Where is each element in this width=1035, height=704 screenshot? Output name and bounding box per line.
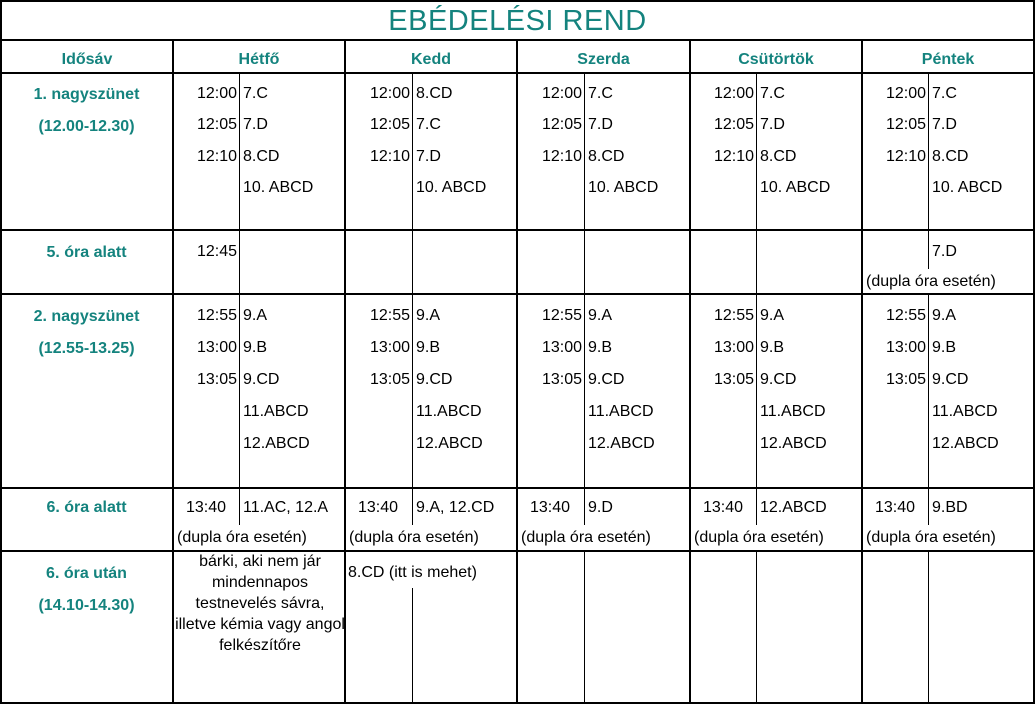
entry-time: 13:00	[713, 339, 754, 356]
subcol-divider	[756, 552, 757, 702]
entry-time: 13:40	[186, 499, 227, 516]
entry-class: 9.A	[588, 307, 613, 324]
entry-time: 12:00	[196, 85, 237, 102]
subcol-divider	[584, 74, 585, 229]
row-label-lesson-5: 5. óra alatt	[46, 244, 127, 261]
entry-time: 12:10	[541, 147, 582, 165]
subcol-divider	[756, 489, 757, 525]
entry-time: 12:05	[196, 116, 237, 134]
entry-time: 12:55	[541, 307, 582, 324]
entry-class: 12.ABCD	[416, 435, 483, 452]
entry-class: 8.CD	[932, 147, 969, 165]
entry-monday-note: bárki, aki nem jár mindennapos testnevelés sávra, illetve kémia vagy angol felkészítőre	[175, 553, 345, 654]
subcol-divider	[756, 295, 757, 487]
subcol-divider	[928, 489, 929, 525]
row-label-break-2: 2. nagyszünet	[33, 308, 140, 325]
entry-time: 13:05	[196, 371, 237, 388]
subcol-divider	[412, 74, 413, 229]
entry-class: 9.A, 12.CD	[416, 499, 495, 516]
entry-time: 12:05	[713, 116, 754, 134]
entry-class: 11.ABCD	[760, 403, 826, 420]
header-monday: Hétfő	[238, 51, 280, 68]
entry-time: 12:55	[713, 307, 754, 324]
entry-time: 13:05	[541, 371, 582, 388]
header-friday: Péntek	[921, 51, 975, 68]
entry-class: 7.D	[932, 116, 957, 134]
entry-note: (dupla óra esetén)	[177, 529, 307, 546]
row-label-after-6: 6. óra után	[46, 565, 127, 582]
subcol-divider	[239, 295, 240, 487]
entry-time: 13:40	[875, 499, 916, 516]
col-divider-3	[516, 40, 518, 704]
border-top	[0, 0, 1035, 2]
entry-class: 11.ABCD	[932, 403, 998, 420]
entry-time: 13:40	[358, 499, 399, 516]
entry-class: 9.BD	[932, 499, 968, 516]
entry-time: 12:05	[541, 116, 582, 134]
entry-class: 9.B	[416, 339, 441, 356]
entry-time: 12:00	[713, 85, 754, 102]
subcol-divider	[928, 74, 929, 229]
subcol-divider	[584, 231, 585, 293]
subcol-divider	[756, 231, 757, 293]
entry-class: 10. ABCD	[760, 178, 831, 196]
subcol-divider	[756, 74, 757, 229]
entry-time: 13:05	[713, 371, 754, 388]
entry-class: 9.CD	[932, 371, 969, 388]
entry-class: 9.A	[243, 307, 268, 324]
entry-time: 13:05	[369, 371, 410, 388]
entry-class: 12.ABCD	[243, 435, 310, 452]
entry-note: (dupla óra esetén)	[349, 529, 479, 546]
entry-class: 9.CD	[243, 371, 280, 388]
entry-class: 7.D	[243, 116, 268, 134]
row-sublabel-break-2: (12.55-13.25)	[38, 340, 135, 357]
entry-tuesday-note: 8.CD (itt is mehet)	[348, 564, 477, 581]
entry-time: 12:05	[369, 116, 410, 134]
header-tuesday: Kedd	[411, 51, 451, 68]
entry-time: 12:10	[196, 147, 237, 165]
entry-class: 9.D	[588, 499, 613, 516]
entry-time: 13:05	[885, 371, 926, 388]
entry-class: 11.ABCD	[243, 403, 309, 420]
entry-class: 10. ABCD	[243, 178, 314, 196]
entry-class: 9.B	[243, 339, 268, 356]
entry-class: 9.A	[416, 307, 441, 324]
entry-time: 13:00	[196, 339, 237, 356]
entry-class: 9.CD	[416, 371, 453, 388]
entry-time: 12:00	[369, 85, 410, 102]
subcol-divider	[412, 295, 413, 487]
entry-class: 12.ABCD	[760, 499, 827, 516]
header-wednesday: Szerda	[577, 51, 630, 68]
entry-class: 9.CD	[760, 371, 797, 388]
row-label-break-1: 1. nagyszünet	[33, 86, 140, 103]
entry-time: 12:55	[196, 307, 237, 324]
entry-class: 11.AC, 12.A	[243, 499, 329, 516]
entry-note: (dupla óra esetén)	[866, 273, 996, 290]
subcol-divider	[239, 231, 240, 293]
subcol-divider	[584, 295, 585, 487]
subcol-divider	[412, 489, 413, 525]
entry-time: 12:10	[713, 147, 754, 165]
entry-time: 13:40	[703, 499, 744, 516]
entry-class: 8.CD	[760, 147, 797, 165]
entry-class: 8.CD	[416, 85, 453, 102]
entry-time: 12:00	[885, 85, 926, 102]
entry-time: 12:45	[196, 243, 237, 260]
entry-time: 12:00	[541, 85, 582, 102]
entry-class: 7.D	[932, 243, 957, 260]
row-sublabel-after-6: (14.10-14.30)	[38, 597, 135, 614]
row-sublabel-break-1: (12.00-12.30)	[38, 118, 135, 135]
entry-class: 9.B	[932, 339, 957, 356]
entry-time: 12:10	[885, 147, 926, 165]
entry-note: (dupla óra esetén)	[694, 529, 824, 546]
entry-class: 11.ABCD	[588, 403, 654, 420]
subcol-divider	[928, 552, 929, 702]
col-divider-4	[689, 40, 691, 704]
entry-class: 9.CD	[588, 371, 625, 388]
entry-class: 7.D	[588, 116, 613, 134]
entry-class: 7.C	[243, 85, 268, 102]
entry-time: 13:40	[530, 499, 571, 516]
subcol-divider	[928, 295, 929, 487]
header-timeslot: Idősáv	[61, 51, 113, 68]
entry-class: 10. ABCD	[416, 178, 487, 196]
entry-class: 7.C	[416, 116, 441, 134]
row-label-lesson-6: 6. óra alatt	[46, 499, 127, 516]
entry-time: 13:00	[541, 339, 582, 356]
entry-time: 12:05	[885, 116, 926, 134]
entry-time: 12:55	[885, 307, 926, 324]
entry-note: (dupla óra esetén)	[866, 529, 996, 546]
entry-class: 9.A	[760, 307, 785, 324]
entry-class: 12.ABCD	[932, 435, 999, 452]
entry-class: 12.ABCD	[588, 435, 655, 452]
entry-time: 12:10	[369, 147, 410, 165]
entry-class: 9.A	[932, 307, 957, 324]
entry-class: 10. ABCD	[932, 178, 1003, 196]
entry-time: 13:00	[885, 339, 926, 356]
header-thursday: Csütörtök	[738, 51, 814, 68]
entry-class: 8.CD	[243, 147, 280, 165]
entry-class: 7.D	[760, 116, 785, 134]
page-title: EBÉDELÉSI REND	[388, 5, 647, 37]
entry-class: 9.B	[760, 339, 785, 356]
entry-class: 7.D	[416, 147, 441, 165]
entry-class: 11.ABCD	[416, 403, 482, 420]
entry-class: 10. ABCD	[588, 178, 659, 196]
subcol-divider	[239, 74, 240, 229]
entry-class: 9.B	[588, 339, 613, 356]
entry-class: 7.C	[932, 85, 957, 102]
entry-time: 13:00	[369, 339, 410, 356]
subcol-divider	[584, 489, 585, 525]
subcol-divider	[412, 588, 413, 702]
subcol-divider	[584, 552, 585, 702]
entry-class: 8.CD	[588, 147, 625, 165]
entry-note: (dupla óra esetén)	[521, 529, 651, 546]
col-divider-5	[861, 40, 863, 704]
entry-class: 7.C	[760, 85, 785, 102]
subcol-divider	[239, 489, 240, 525]
entry-class: 7.C	[588, 85, 613, 102]
entry-class: 12.ABCD	[760, 435, 827, 452]
subcol-divider	[928, 231, 929, 269]
entry-time: 12:55	[369, 307, 410, 324]
subcol-divider	[412, 231, 413, 293]
